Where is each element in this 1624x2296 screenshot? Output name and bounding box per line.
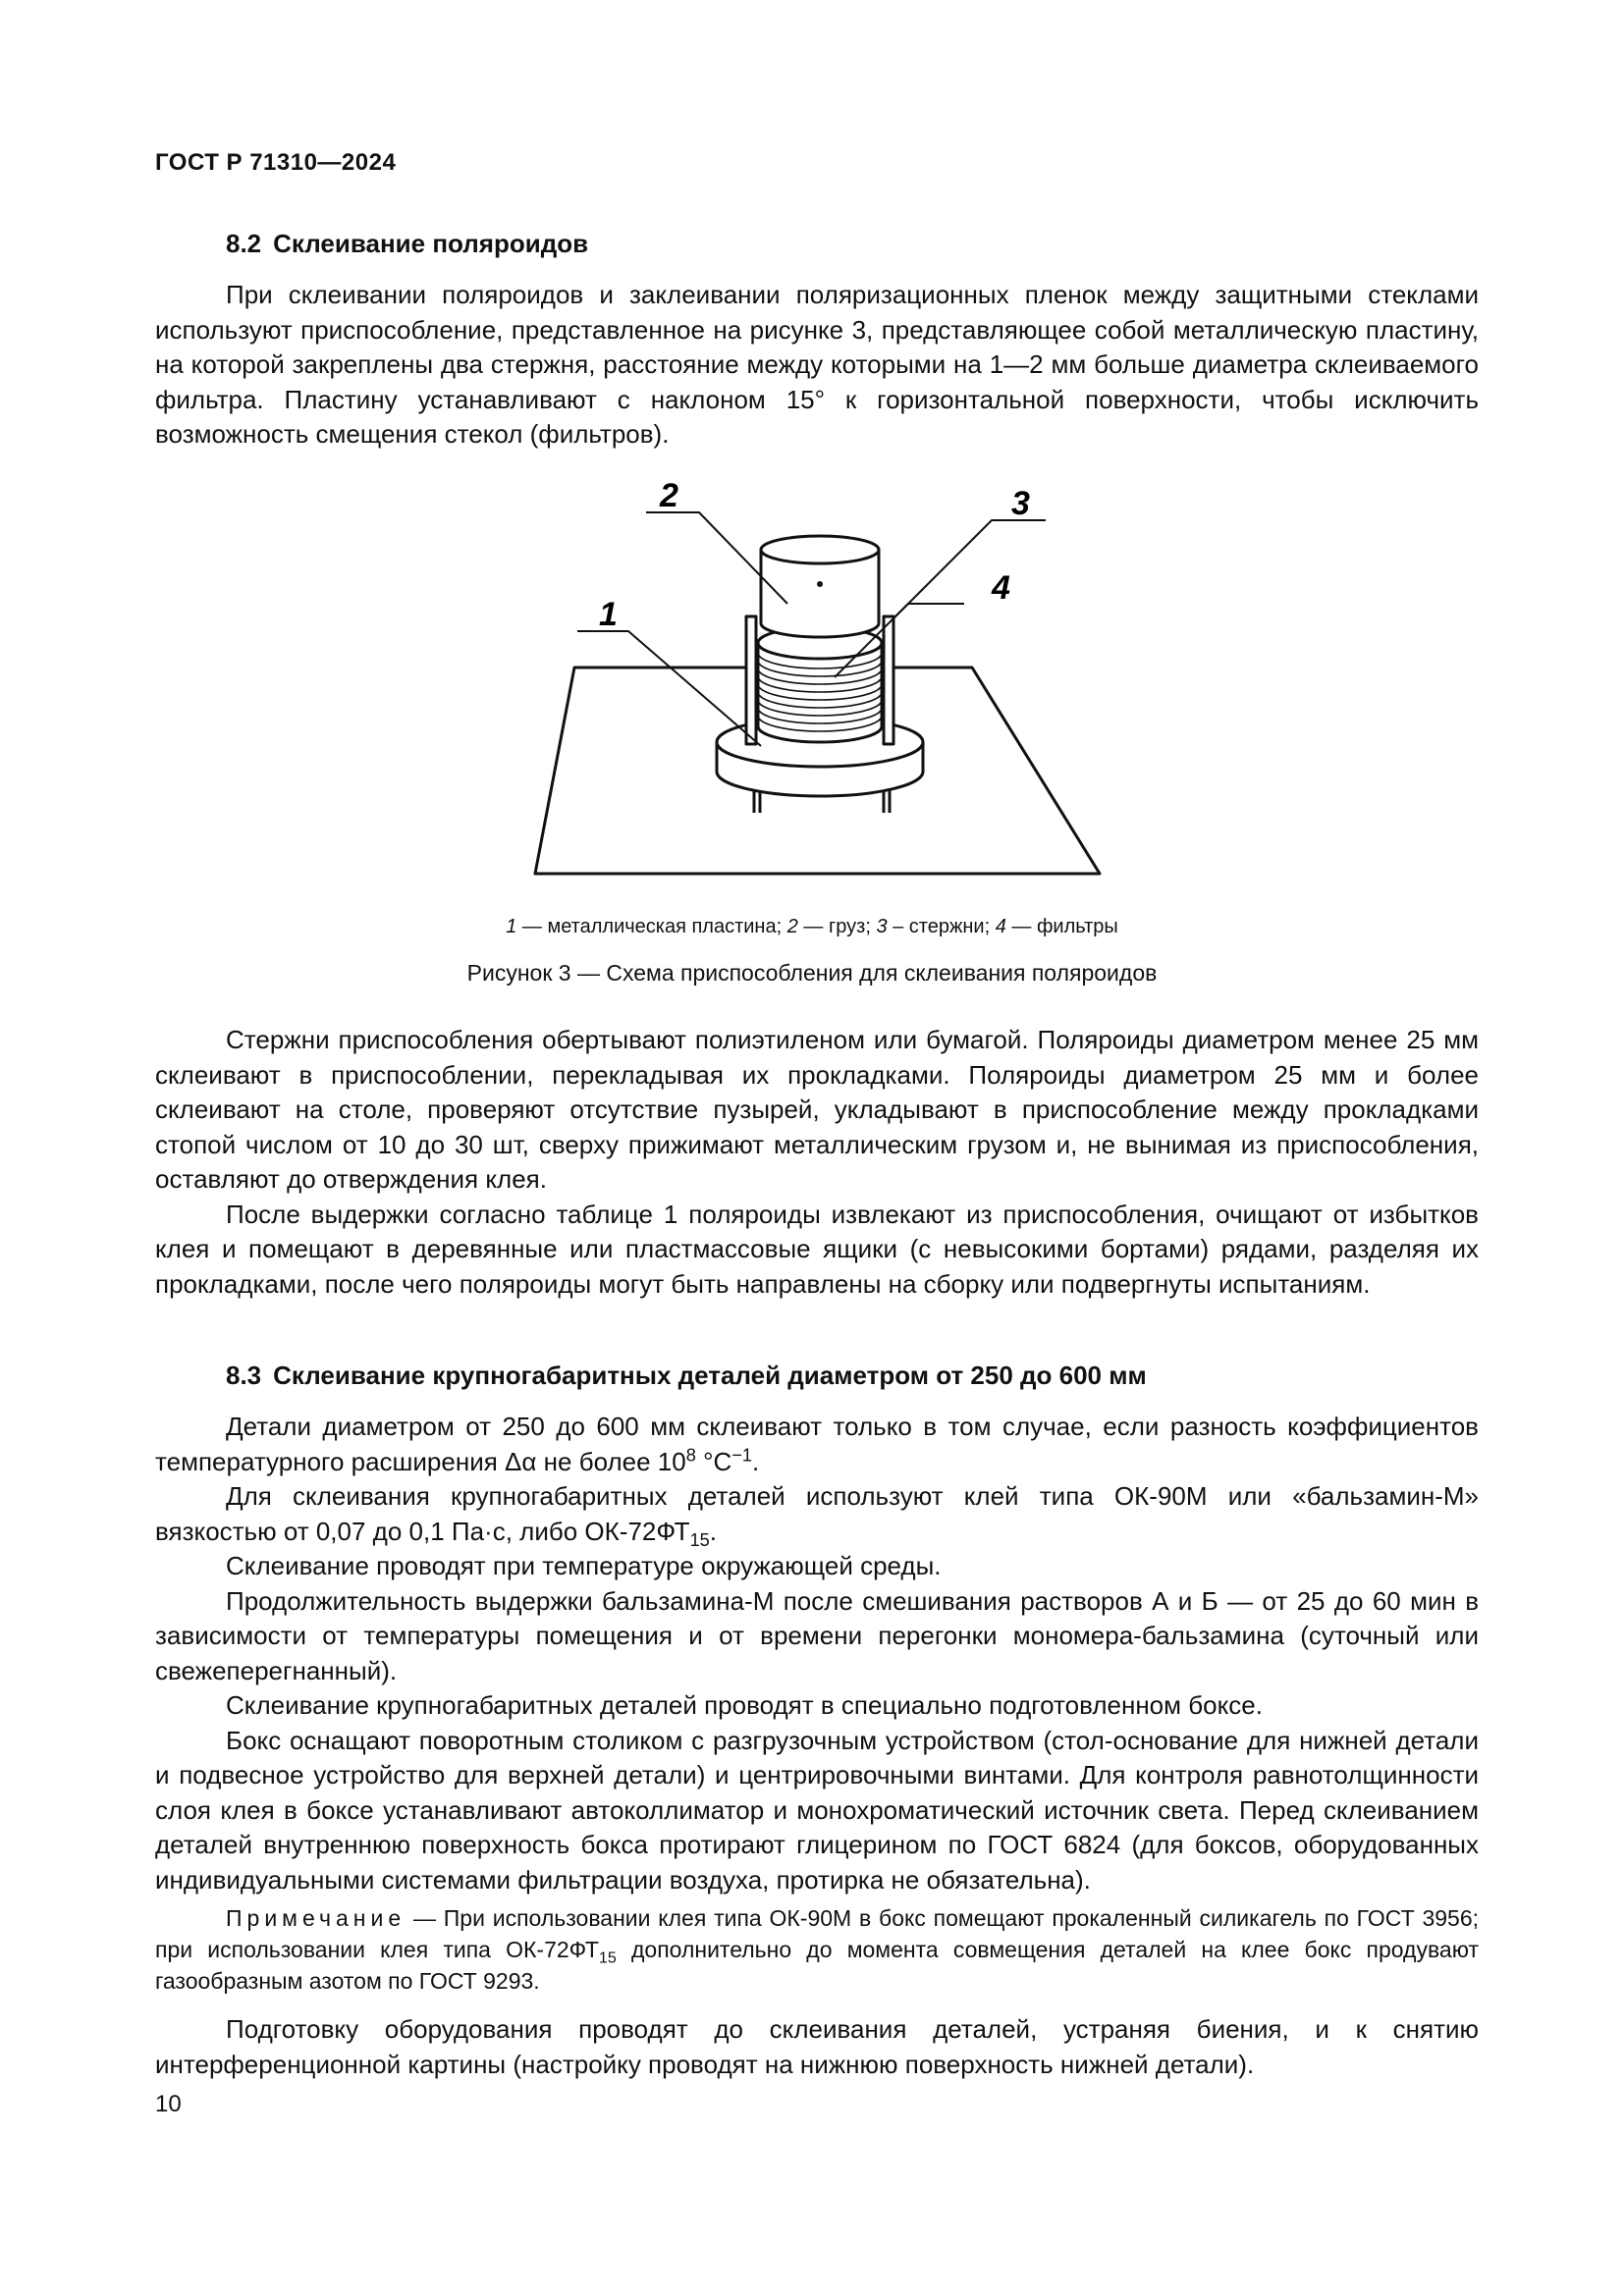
section-8-3-heading <box>226 1361 1147 1391</box>
legend-text: — металлическая пластина; <box>516 916 787 937</box>
paragraph <box>155 1410 1479 1479</box>
text-run: — При использовании клея типа ОК-90М в бокс помещают прокаленный силикагель по ГОСТ 3956; при использовании клея типа ОК-72ФТ <box>155 1905 1479 1962</box>
figure-label-3: 3 <box>1011 485 1030 522</box>
leader-line-3 <box>892 520 1046 620</box>
subscript: 15 <box>689 1529 710 1550</box>
text-run: дополнительно до момента совмещения деталей на клее бокс продувают газообразным азотом по ГОСТ 9293. <box>155 1937 1479 1994</box>
section-title: Склеивание поляроидов <box>273 229 589 258</box>
paragraph: Подготовку оборудования проводят до склеивания деталей, устраняя биения, и к снятию интерференционной картины (настройку проводят на нижнюю поверхность нижней детали). <box>155 2014 1479 2079</box>
body-after-figure <box>155 1023 1479 1302</box>
legend-text: — груз; <box>797 916 877 937</box>
section-8-2-heading <box>226 229 588 259</box>
figure-label-1: 1 <box>599 596 618 633</box>
legend-number: 3 <box>876 916 888 937</box>
paragraph: Стержни приспособления обертывают полиэтиленом или бумагой. Поляроиды диаметром менее 25 мм склеивают в приспособлении, перекладывая их прокладками. Поляроиды диаметром 25 мм и более склеивают на столе, проверяют отсутствие пузырей, укладывают в приспособление между прокладками стопой числом от 10 до 30 шт, сверху прижимают металлическим грузом и, не вынимая из приспособления, оставляют до отверждения клея. <box>155 1025 1479 1194</box>
superscript: 8 <box>685 1444 696 1465</box>
figure-label-4: 4 <box>992 569 1010 607</box>
figure-label-2: 2 <box>660 477 678 514</box>
paragraph: При склеивании поляроидов и заклеивании поляризационных пленок между защитными стеклами используют приспособление, представленное на рисунке 3, представляющее собой металлическую пластину, на которой закреплены два стержня, расстояние между которыми на 1—2 мм больше диаметра склеиваемого фильтра. Пластину устанавливают с наклоном 15° к горизонтальной поверхности, чтобы исключить возможность смещения стекол (фильтров). <box>155 280 1479 449</box>
section-number: 8.2 <box>226 229 262 258</box>
section-title: Склеивание крупногабаритных деталей диаметром от 250 до 600 мм <box>273 1361 1147 1390</box>
text-run: Детали диаметром от 250 до 600 мм склеивают только в том случае, если разность коэффициентов температурного расширения Δα не более 10 <box>155 1412 1479 1476</box>
text-run: Для склеивания крупногабаритных деталей используют клей типа ОК-90М или «бальзамин-М» вязкостью от 0,07 до 0,1 Па·с, либо ОК-72ФТ <box>155 1481 1479 1546</box>
paragraph: Продолжительность выдержки бальзамина-М после смешивания растворов А и Б — от 25 до 60 мин в зависимости от температуры помещения и от времени перегонки мономера-бальзамина (суточный или свежеперегнанный). <box>155 1585 1479 1685</box>
paragraph <box>155 1479 1479 1549</box>
note-paragraph <box>155 1902 1479 1997</box>
weight-cylinder-top <box>761 536 879 563</box>
weight-center-dot <box>817 581 823 587</box>
rod-right <box>884 616 893 744</box>
closing-body <box>155 2012 1479 2082</box>
figure-3-diagram <box>511 471 1119 893</box>
text-run: °C <box>695 1446 732 1476</box>
figure-caption: Рисунок 3 — Схема приспособления для склеивания поляроидов <box>466 960 1158 986</box>
rod-left <box>746 616 756 744</box>
text-run: . <box>709 1516 718 1546</box>
page-number: 10 <box>155 2091 182 2117</box>
legend-text: — фильтры <box>1005 916 1118 937</box>
text-run: . <box>752 1446 760 1476</box>
legend-number: 1 <box>506 916 517 937</box>
paragraph: После выдержки согласно таблице 1 поляроиды извлекают из приспособления, очищают от избытков клея и помещают в деревянные или пластмассовые ящики (с невысокими бортами) рядами, разделяя их прокладками, после чего поляроиды могут быть направлены на сборку или подвергнуты испытаниям. <box>155 1199 1479 1299</box>
paragraph: Склеивание проводят при температуре окружающей среды. <box>226 1551 942 1580</box>
note-label: Примечание <box>226 1905 406 1931</box>
note-block <box>155 1902 1479 1997</box>
legend-number: 4 <box>995 916 1006 937</box>
paragraph: Склеивание крупногабаритных деталей проводят в специально подготовленном боксе. <box>226 1690 1263 1720</box>
legend-text: – стержни; <box>887 916 996 937</box>
superscript: −1 <box>731 1444 752 1465</box>
section-8-3-body <box>155 1410 1479 1897</box>
subscript: 15 <box>598 1949 617 1967</box>
document-header: ГОСТ Р 71310—2024 <box>155 149 397 176</box>
paragraph: Бокс оснащают поворотным столиком с разгрузочным устройством (стол-основание для нижней детали и подвесное устройство для верхней детали) и центрировочными винтами. Для контроля равнотолщинности слоя клея в боксе устанавливают автоколлиматор и монохроматический источник света. Перед склеиванием деталей внутреннюю поверхность бокса протирают глицерином по ГОСТ 6824 (для боксов, оборудованных индивидуальными системами фильтрации воздуха, протирка не обязательна). <box>155 1725 1479 1895</box>
figure-legend <box>0 916 1624 938</box>
legend-number: 2 <box>786 916 798 937</box>
section-number: 8.3 <box>226 1361 262 1390</box>
section-8-2-body <box>155 278 1479 453</box>
